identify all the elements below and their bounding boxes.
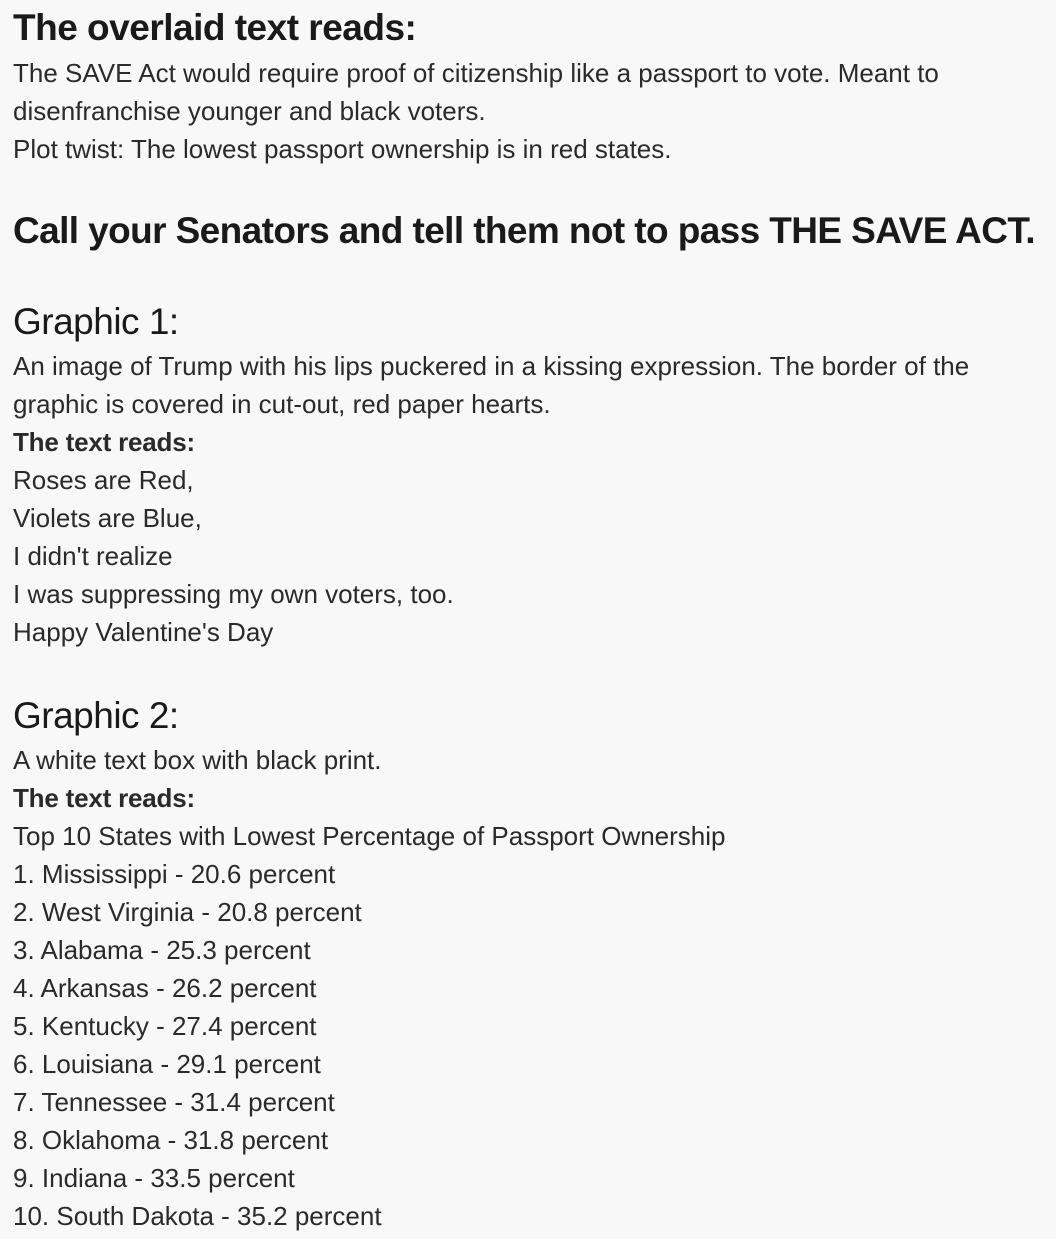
list-item: 10. South Dakota - 35.2 percent [13,1201,382,1231]
poem-line: Happy Valentine's Day [13,617,274,647]
list-item: 9. Indiana - 33.5 percent [13,1163,295,1193]
graphic2-text-label: The text reads: [13,783,195,813]
poem-line: I didn't realize [13,541,173,571]
graphic2-heading: Graphic 2: [13,695,179,736]
list-title: Top 10 States with Lowest Percentage of Passport Ownership [13,821,726,851]
graphic2-description: A white text box with black print. [13,745,382,775]
list-item: 7. Tennessee - 31.4 percent [13,1087,335,1117]
graphic1-text-label: The text reads: [13,427,195,457]
list-item: 8. Oklahoma - 31.8 percent [13,1125,329,1155]
poem-line: Roses are Red, [13,465,194,495]
graphic1-heading: Graphic 1: [13,301,179,342]
list-item: 3. Alabama - 25.3 percent [13,935,311,965]
intro-heading: The overlaid text reads: [13,7,417,48]
call-to-action: Call your Senators and tell them not to pass THE SAVE ACT. [13,210,1035,251]
list-item: 1. Mississippi - 20.6 percent [13,859,336,889]
graphic1-description-line: graphic is covered in cut-out, red paper hearts. [13,389,551,419]
intro-line: Plot twist: The lowest passport ownership is in red states. [13,134,672,164]
intro-line: The SAVE Act would require proof of citizenship like a passport to vote. Meant to [13,58,939,88]
graphic1-description-line: An image of Trump with his lips puckered in a kissing expression. The border of the [13,351,970,381]
list-item: 2. West Virginia - 20.8 percent [13,897,362,927]
poem-line: Violets are Blue, [13,503,202,533]
poem-line: I was suppressing my own voters, too. [13,579,454,609]
list-item: 5. Kentucky - 27.4 percent [13,1011,317,1041]
list-item: 6. Louisiana - 29.1 percent [13,1049,321,1079]
list-item: 4. Arkansas - 26.2 percent [13,973,317,1003]
intro-line: disenfranchise younger and black voters. [13,96,486,126]
